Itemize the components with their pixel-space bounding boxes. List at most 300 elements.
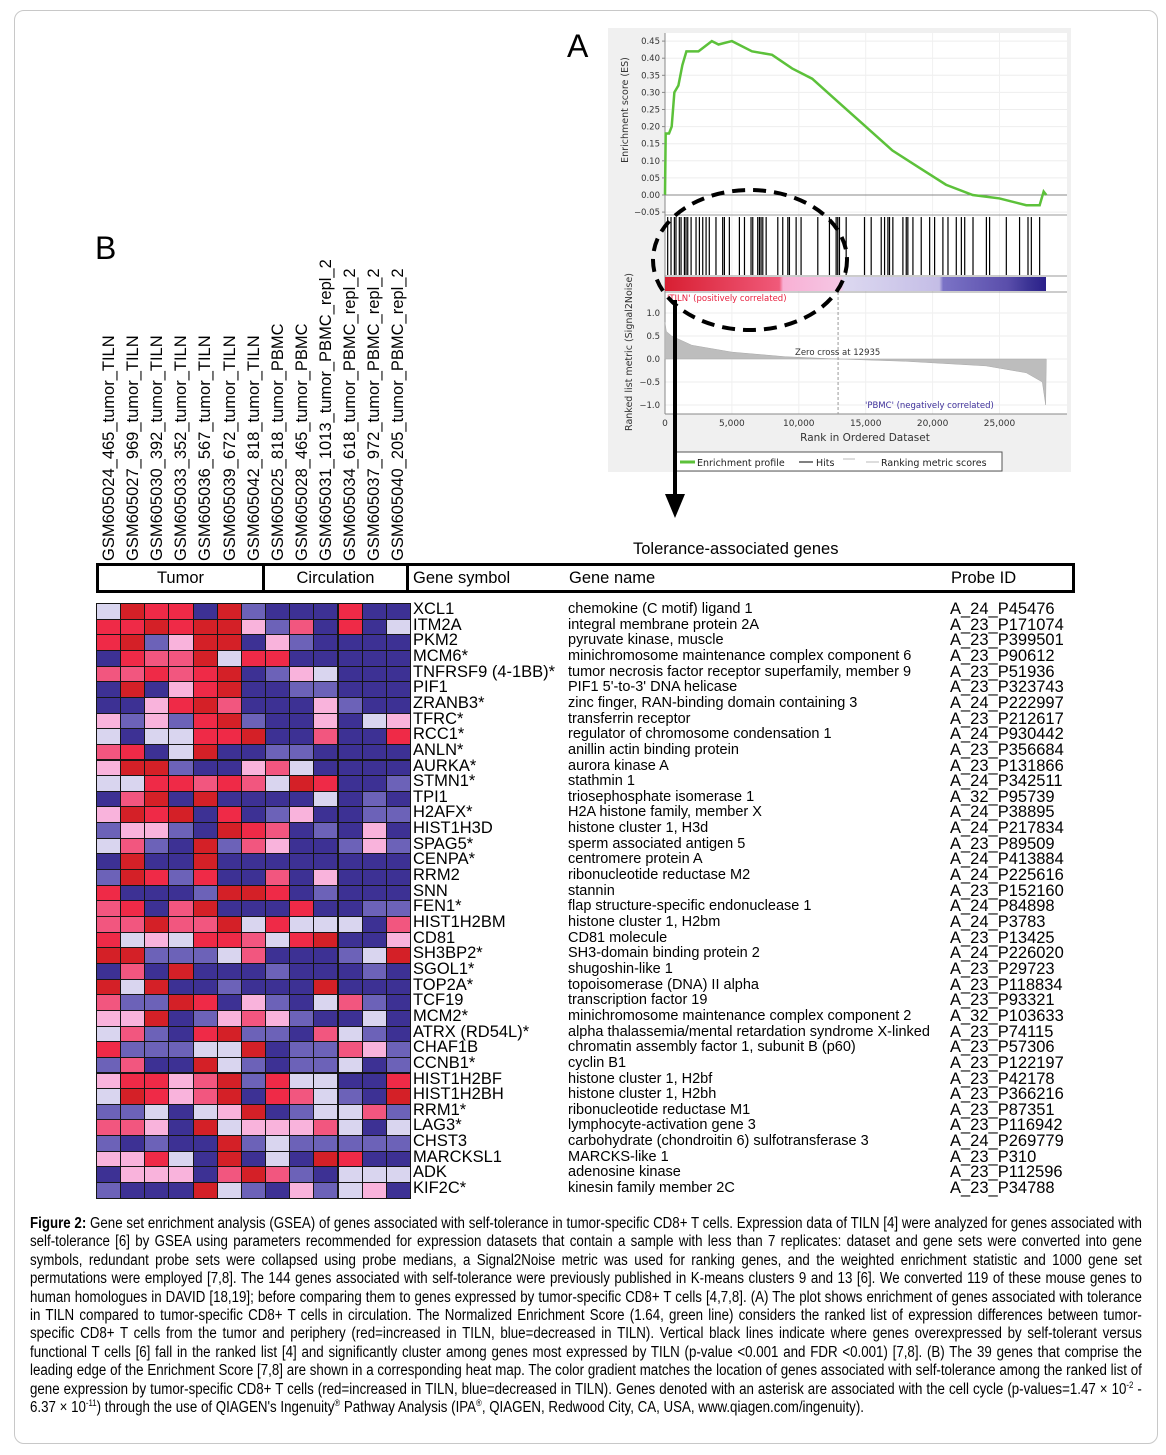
heatmap-cell bbox=[144, 1104, 169, 1121]
gene-symbol: TOP2A* bbox=[413, 975, 474, 994]
heatmap-cell bbox=[386, 634, 411, 651]
heatmap-cell bbox=[289, 650, 314, 667]
heatmap-cell bbox=[193, 1073, 218, 1090]
heatmap-cell bbox=[120, 900, 145, 917]
heatmap-cell bbox=[362, 760, 387, 777]
heatmap-cell bbox=[168, 713, 193, 730]
heatmap-cell bbox=[289, 1010, 314, 1027]
heatmap-cell bbox=[338, 900, 363, 917]
heatmap-cell bbox=[289, 1151, 314, 1168]
heatmap-cell bbox=[338, 963, 363, 980]
heatmap-cell bbox=[289, 994, 314, 1011]
heatmap-cell bbox=[96, 1119, 121, 1136]
heatmap-cell bbox=[168, 728, 193, 745]
heatmap-cell bbox=[313, 775, 338, 792]
heatmap-cell bbox=[217, 1166, 242, 1183]
negative-correlation-label: 'PBMC' (negatively correlated) bbox=[865, 401, 994, 411]
heatmap-cell bbox=[265, 947, 290, 964]
heatmap-cell bbox=[265, 1119, 290, 1136]
heatmap-cell bbox=[338, 822, 363, 839]
caption-text: - 6.37 × 10 bbox=[30, 1380, 1142, 1417]
heatmap-cell bbox=[144, 713, 169, 730]
caption-text: Gene set enrichment analysis (GSEA) of genes associated with self-tolerance in tumor-specific CD8+ T cells. Expression data of TILN [4] were analyzed for genes associated with self-tolerance [6] by GSEA using parameters recommended for expression datasets that contain a sample with less than 7 replicates: dataset and gene sets were converted into gene symbols, redundant probe sets were collapsed using probe medians, a Signal2Noise metric was used for ranking genes, and the weighted enrichment statistic and 1000 gene set permutations were employed [7,8]. The 144 genes associated with self-tolerance were previously published in K-means clusters 9 and 13 [6]. We converted 119 of these mouse genes to human homologues in DAVID [18,19]; before comparing them to genes expressed by tumor-specific CD8+ T cells [4,7,8]. (A) The plot shows enrichment of genes associated with tolerance in TILN compared to tumor-specific CD8+ T cells in circulation. The Normalized Enrichment Score (1.64, green line) considers the ranked list of expression differences between tumor-specific CD8+ T cells from the tumor and periphery (red=increased in TILN, blue=decreased in TILN). Vertical black lines indicate where genes overexpressed by self-tolerant versus functional T cells [6] fall in the ranked list [4] and significantly cluster among genes most expressed by TILN (p-value <0.001 and FDR <0.001) [7,8]. (B) The 39 genes that comprise the leading edge of the Enrichment Score [7,8] are shown in a corresponding heat map. The color gradient matches the location of genes associated with self-tolerance among the ranked list of gene expression by tumor-specific CD8+ T cells (red=increased in TILN, blue=decreased in TILN). Genes denoted with an asterisk are associated with the cell cycle (p-values=1.47 × 10 bbox=[30, 1215, 1142, 1398]
heatmap-cell bbox=[217, 963, 242, 980]
es-tick-label: 0.20 bbox=[641, 122, 660, 133]
heatmap-cell bbox=[338, 791, 363, 808]
caption-text: ) through the use of QIAGEN's Ingenuity bbox=[96, 1399, 335, 1417]
heatmap-cell bbox=[289, 916, 314, 933]
gene-name: H2A histone family, member X bbox=[568, 804, 762, 821]
probe-id: A_23_P171074 bbox=[950, 615, 1064, 634]
gene-symbol: SPAG5* bbox=[413, 834, 474, 853]
x-axis-label: Rank in Ordered Dataset bbox=[800, 432, 930, 444]
heatmap-cell bbox=[241, 1135, 266, 1152]
heatmap-cell bbox=[120, 869, 145, 886]
heatmap-cell bbox=[217, 775, 242, 792]
heatmap-cell bbox=[265, 1010, 290, 1027]
heatmap-cell bbox=[289, 1026, 314, 1043]
heatmap-cell bbox=[265, 666, 290, 683]
heatmap-cell bbox=[241, 1041, 266, 1058]
metric-tick-label: 0.0 bbox=[646, 355, 660, 365]
probe-id: A_24_P225616 bbox=[950, 866, 1064, 885]
probe-id: A_23_P51936 bbox=[950, 662, 1055, 681]
heatmap-cell bbox=[168, 666, 193, 683]
heatmap-cell bbox=[338, 1151, 363, 1168]
heatmap-cell bbox=[313, 791, 338, 808]
x-tick-label: 10,000 bbox=[783, 419, 815, 429]
heatmap-cell bbox=[386, 838, 411, 855]
heatmap-cell bbox=[144, 697, 169, 714]
gene-name: flap structure-specific endonuclease 1 bbox=[568, 898, 812, 915]
gene-symbol: CHST3 bbox=[413, 1132, 468, 1151]
x-tick-label: 25,000 bbox=[983, 419, 1016, 429]
gene-name: aurora kinase A bbox=[568, 757, 669, 774]
gene-name: histone cluster 1, H2bf bbox=[568, 1070, 713, 1087]
heatmap-cell bbox=[265, 603, 290, 620]
heatmap-cell bbox=[338, 1026, 363, 1043]
gene-symbol: SGOL1* bbox=[413, 959, 475, 978]
heatmap-cell bbox=[265, 634, 290, 651]
es-tick-label: 0.10 bbox=[641, 156, 660, 167]
heatmap-cell bbox=[120, 1088, 145, 1105]
heatmap-cell bbox=[313, 822, 338, 839]
heatmap-cell bbox=[120, 697, 145, 714]
heatmap-cell bbox=[362, 838, 387, 855]
caption-text: Pathway Analysis (IPA bbox=[340, 1399, 477, 1417]
gene-name: carbohydrate (chondroitin 6) sulfotransferase 3 bbox=[568, 1133, 869, 1150]
heatmap-cell bbox=[386, 1041, 411, 1058]
heatmap-cell bbox=[120, 838, 145, 855]
heatmap-cell bbox=[144, 916, 169, 933]
heatmap-cell bbox=[241, 900, 266, 917]
heatmap-cell bbox=[289, 1088, 314, 1105]
probe-id: A_24_P226020 bbox=[950, 944, 1064, 963]
heatmap-cell bbox=[313, 666, 338, 683]
heatmap-cell bbox=[386, 603, 411, 620]
gene-symbol: HIST1H3D bbox=[413, 819, 493, 838]
heatmap-cell bbox=[386, 1104, 411, 1121]
heatmap-cell bbox=[96, 791, 121, 808]
heatmap-cell bbox=[217, 900, 242, 917]
heatmap-cell bbox=[168, 806, 193, 823]
heatmap-cell bbox=[120, 744, 145, 761]
gene-symbol: SNN bbox=[413, 881, 448, 900]
gene-symbol: ZRANB3* bbox=[413, 693, 485, 712]
heatmap-cell bbox=[96, 916, 121, 933]
ranked-list-colorbar bbox=[665, 277, 1046, 291]
heatmap-cell bbox=[193, 744, 218, 761]
gene-name: histone cluster 1, H2bm bbox=[568, 914, 721, 930]
heatmap-cell bbox=[313, 634, 338, 651]
heatmap-cell bbox=[386, 979, 411, 996]
metric-tick-label: 0.5 bbox=[646, 332, 660, 342]
caption-sup: ® bbox=[476, 1397, 482, 1408]
heatmap-cell bbox=[289, 681, 314, 698]
heatmap-cell bbox=[241, 634, 266, 651]
heatmap-cell bbox=[193, 650, 218, 667]
heatmap-cell bbox=[265, 650, 290, 667]
heatmap-cell bbox=[338, 634, 363, 651]
gene-symbol: RRM1* bbox=[413, 1100, 467, 1119]
heatmap-cell bbox=[144, 838, 169, 855]
heatmap-cell bbox=[120, 963, 145, 980]
heatmap-cell bbox=[193, 1057, 218, 1074]
heatmap-cell bbox=[144, 900, 169, 917]
heatmap-cell bbox=[120, 1010, 145, 1027]
heatmap-cell bbox=[144, 822, 169, 839]
heatmap-column-label: GSM605030_392_tumor_TILN bbox=[148, 335, 167, 561]
heatmap-cell bbox=[217, 822, 242, 839]
probe-id: A_24_P413884 bbox=[950, 850, 1064, 869]
heatmap-cell bbox=[265, 1151, 290, 1168]
heatmap-column-label: GSM605040_205_tumor_PBMC_repl_2 bbox=[389, 268, 408, 561]
heatmap-cell bbox=[289, 900, 314, 917]
heatmap-cell bbox=[168, 650, 193, 667]
heatmap-cell bbox=[313, 713, 338, 730]
heatmap-cell bbox=[241, 1088, 266, 1105]
heatmap-cell bbox=[313, 1182, 338, 1199]
heatmap-cell bbox=[217, 869, 242, 886]
heatmap-cell bbox=[193, 916, 218, 933]
gene-symbol: SH3BP2* bbox=[413, 944, 483, 963]
heatmap-cell bbox=[144, 1135, 169, 1152]
heatmap-cell bbox=[217, 744, 242, 761]
heatmap-cell bbox=[193, 728, 218, 745]
heatmap-cell bbox=[362, 1135, 387, 1152]
heatmap-cell bbox=[168, 1088, 193, 1105]
heatmap-cell bbox=[362, 994, 387, 1011]
probe-id: A_23_P310 bbox=[950, 1147, 1037, 1166]
probe-id: A_23_P118834 bbox=[950, 975, 1063, 994]
heatmap-cell bbox=[120, 979, 145, 996]
heatmap-cell bbox=[144, 806, 169, 823]
gene-symbol: PIF1 bbox=[413, 678, 448, 697]
heatmap-cell bbox=[241, 853, 266, 870]
heatmap-cell bbox=[217, 1088, 242, 1105]
heatmap-cell bbox=[120, 775, 145, 792]
heatmap-cell bbox=[338, 979, 363, 996]
gene-symbol: TCF19 bbox=[413, 991, 464, 1010]
heatmap-cell bbox=[265, 994, 290, 1011]
heatmap-cell bbox=[289, 697, 314, 714]
heatmap-cell bbox=[313, 1041, 338, 1058]
heatmap-cell bbox=[338, 697, 363, 714]
gene-name: stannin bbox=[568, 882, 615, 899]
heatmap-cell bbox=[338, 994, 363, 1011]
heatmap-cell bbox=[120, 791, 145, 808]
caption-sup: -11 bbox=[85, 1397, 97, 1408]
heatmap-cell bbox=[217, 806, 242, 823]
heatmap-cell bbox=[386, 697, 411, 714]
heatmap-cell bbox=[120, 853, 145, 870]
heatmap-cell bbox=[241, 1026, 266, 1043]
heatmap-cell bbox=[241, 838, 266, 855]
heatmap-cell bbox=[386, 853, 411, 870]
es-tick-label: −0.05 bbox=[633, 208, 660, 219]
heatmap-cell bbox=[144, 681, 169, 698]
heatmap-cell bbox=[362, 932, 387, 949]
heatmap-cell bbox=[241, 869, 266, 886]
heatmap-cell bbox=[386, 775, 411, 792]
es-tick-label: 0.05 bbox=[641, 173, 660, 184]
heatmap-cell bbox=[338, 853, 363, 870]
heatmap-cell bbox=[120, 603, 145, 620]
gene-name: triosephosphate isomerase 1 bbox=[568, 788, 755, 805]
heatmap-cell bbox=[96, 1010, 121, 1027]
gene-name: stathmin 1 bbox=[568, 773, 635, 790]
heatmap-cell bbox=[144, 634, 169, 651]
heatmap-cell bbox=[96, 666, 121, 683]
probe-id: A_24_P217834 bbox=[950, 819, 1064, 838]
heatmap-cell bbox=[289, 1119, 314, 1136]
heatmap-cell bbox=[386, 869, 411, 886]
heatmap-cell bbox=[386, 947, 411, 964]
heatmap-cell bbox=[120, 1119, 145, 1136]
heatmap-cell bbox=[120, 916, 145, 933]
heatmap-cell bbox=[289, 713, 314, 730]
heatmap-cell bbox=[168, 932, 193, 949]
gene-symbol: XCL1 bbox=[413, 600, 455, 618]
heatmap-cell bbox=[96, 853, 121, 870]
probe-id: A_23_P131866 bbox=[950, 756, 1064, 775]
heatmap-cell bbox=[96, 1151, 121, 1168]
heatmap-cell bbox=[217, 760, 242, 777]
heatmap-cell bbox=[217, 1073, 242, 1090]
heatmap-cell bbox=[193, 1182, 218, 1199]
heatmap-cell bbox=[338, 666, 363, 683]
heatmap-cell bbox=[120, 1026, 145, 1043]
heatmap-cell bbox=[313, 1135, 338, 1152]
heatmap-column-label: GSM605031_1013_tumor_PBMC_repl_2 bbox=[316, 259, 335, 561]
heatmap-cell bbox=[265, 822, 290, 839]
heatmap-cell bbox=[96, 900, 121, 917]
gene-symbol: RCC1* bbox=[413, 725, 465, 744]
heatmap-cell bbox=[168, 1182, 193, 1199]
heatmap-cell bbox=[96, 1135, 121, 1152]
heatmap-column-label: GSM605037_972_tumor_PBMC_repl_2 bbox=[365, 268, 384, 561]
heatmap-cell bbox=[193, 760, 218, 777]
heatmap-cell bbox=[362, 1119, 387, 1136]
gene-symbol: ANLN* bbox=[413, 740, 464, 759]
heatmap-cell bbox=[289, 932, 314, 949]
heatmap-cell bbox=[362, 869, 387, 886]
probe-id: A_24_P342511 bbox=[950, 772, 1063, 791]
heatmap-cell bbox=[241, 947, 266, 964]
heatmap-cell bbox=[193, 947, 218, 964]
heatmap-cell bbox=[386, 1135, 411, 1152]
heatmap-cell bbox=[289, 760, 314, 777]
heatmap-cell bbox=[313, 728, 338, 745]
heatmap-cell bbox=[386, 1057, 411, 1074]
probe-id: A_23_P112596 bbox=[950, 1163, 1063, 1182]
probe-id: A_23_P89509 bbox=[950, 834, 1055, 853]
heatmap-cell bbox=[96, 1166, 121, 1183]
gene-name: shugoshin-like 1 bbox=[568, 960, 673, 977]
heatmap-cell bbox=[313, 885, 338, 902]
heatmap-cell bbox=[193, 963, 218, 980]
heatmap-cell bbox=[217, 1151, 242, 1168]
heatmap-cell bbox=[168, 994, 193, 1011]
heatmap-cell bbox=[362, 1151, 387, 1168]
heatmap-cell bbox=[289, 979, 314, 996]
heatmap-cell bbox=[144, 979, 169, 996]
heatmap-cell bbox=[362, 1182, 387, 1199]
heatmap-cell bbox=[313, 900, 338, 917]
heatmap-cell bbox=[144, 1026, 169, 1043]
heatmap-cell bbox=[386, 916, 411, 933]
heatmap-cell bbox=[217, 1026, 242, 1043]
heatmap-cell bbox=[96, 822, 121, 839]
probe-id: A_23_P29723 bbox=[950, 959, 1055, 978]
heatmap-cell bbox=[289, 744, 314, 761]
heatmap-cell bbox=[241, 806, 266, 823]
heatmap-cell bbox=[120, 1057, 145, 1074]
gene-symbol: RRM2 bbox=[413, 866, 460, 885]
probe-id: A_24_P38895 bbox=[950, 803, 1055, 822]
heatmap-column-label: GSM605042_818_tumor_TILN bbox=[244, 335, 263, 561]
gene-name: adenosine kinase bbox=[568, 1164, 681, 1181]
heatmap-cell bbox=[313, 838, 338, 855]
heatmap-cell bbox=[265, 853, 290, 870]
gene-symbol: HIST1H2BM bbox=[413, 913, 506, 931]
heatmap-cell bbox=[193, 838, 218, 855]
heatmap-cell bbox=[338, 916, 363, 933]
probe-id: A_24_P222997 bbox=[950, 693, 1064, 712]
es-axis-label: Enrichment score (ES) bbox=[620, 57, 631, 163]
heatmap-cell bbox=[362, 885, 387, 902]
probe-id: A_23_P122197 bbox=[950, 1053, 1064, 1072]
heatmap-cell bbox=[265, 681, 290, 698]
heatmap-cell bbox=[168, 1104, 193, 1121]
heatmap-cell bbox=[193, 666, 218, 683]
heatmap-cell bbox=[217, 697, 242, 714]
heatmap-cell bbox=[168, 1073, 193, 1090]
heatmap-cell bbox=[338, 681, 363, 698]
heatmap-cell bbox=[386, 728, 411, 745]
heatmap-cell bbox=[217, 728, 242, 745]
heatmap-cell bbox=[217, 1104, 242, 1121]
heatmap-cell bbox=[362, 1166, 387, 1183]
heatmap-cell bbox=[313, 853, 338, 870]
caption-text: , QIAGEN, Redwood City, CA, USA, www.qiagen.com/ingenuity). bbox=[481, 1399, 864, 1417]
heatmap-cell bbox=[168, 1041, 193, 1058]
heatmap-cell bbox=[241, 1166, 266, 1183]
heatmap-cell bbox=[362, 963, 387, 980]
heatmap-cell bbox=[193, 806, 218, 823]
probe-id: A_24_P45476 bbox=[950, 600, 1055, 618]
heatmap-cell bbox=[96, 775, 121, 792]
heatmap-cell bbox=[386, 994, 411, 1011]
heatmap-cell bbox=[168, 791, 193, 808]
heatmap-cell bbox=[168, 963, 193, 980]
heatmap-cell bbox=[193, 932, 218, 949]
probe-id: A_23_P34788 bbox=[950, 1179, 1055, 1198]
heatmap-cell bbox=[338, 744, 363, 761]
heatmap-cell bbox=[168, 979, 193, 996]
heatmap-cell bbox=[193, 791, 218, 808]
heatmap-cell bbox=[241, 963, 266, 980]
heatmap-cell bbox=[362, 728, 387, 745]
heatmap-cell bbox=[362, 1041, 387, 1058]
heatmap-cell bbox=[217, 603, 242, 620]
panel-a-letter: A bbox=[567, 28, 589, 64]
positive-correlation-label: 'TILN' (positively correlated) bbox=[667, 294, 787, 304]
heatmap-cell bbox=[313, 947, 338, 964]
es-tick-label: 0.40 bbox=[641, 54, 660, 65]
heatmap-cell bbox=[193, 603, 218, 620]
heatmap-cell bbox=[144, 1151, 169, 1168]
heatmap-cell bbox=[217, 994, 242, 1011]
heatmap-cell bbox=[241, 1010, 266, 1027]
gene-table-header bbox=[406, 563, 1075, 593]
heatmap-cell bbox=[193, 1026, 218, 1043]
heatmap-cell bbox=[338, 1182, 363, 1199]
heatmap-cell bbox=[362, 916, 387, 933]
heatmap-cell bbox=[289, 822, 314, 839]
table-title: Tolerance-associated genes bbox=[633, 540, 839, 558]
heatmap-cell bbox=[96, 963, 121, 980]
heatmap-cell bbox=[265, 932, 290, 949]
heatmap-cell bbox=[144, 650, 169, 667]
header-probe-id: Probe ID bbox=[951, 569, 1017, 587]
heatmap-cell bbox=[313, 697, 338, 714]
heatmap-cell bbox=[120, 1182, 145, 1199]
heatmap-cell bbox=[168, 634, 193, 651]
heatmap-cell bbox=[193, 1151, 218, 1168]
legend-hits-label: Hits bbox=[816, 458, 835, 469]
heatmap-cell bbox=[168, 1166, 193, 1183]
heatmap-cell bbox=[265, 1041, 290, 1058]
heatmap-cell bbox=[241, 1057, 266, 1074]
probe-id: A_32_P95739 bbox=[950, 787, 1055, 806]
gene-symbol: HIST1H2BF bbox=[413, 1069, 502, 1088]
gene-name: tumor necrosis factor receptor superfamily, member 9 bbox=[568, 663, 912, 680]
heatmap-cell bbox=[168, 760, 193, 777]
heatmap-cell bbox=[386, 650, 411, 667]
heatmap-cell bbox=[193, 775, 218, 792]
heatmap-cell bbox=[144, 1166, 169, 1183]
heatmap-cell bbox=[362, 619, 387, 636]
heatmap-cell bbox=[265, 1182, 290, 1199]
heatmap-cell bbox=[313, 963, 338, 980]
heatmap-cell bbox=[338, 1088, 363, 1105]
heatmap-cell bbox=[217, 1041, 242, 1058]
heatmap-cell bbox=[168, 916, 193, 933]
probe-id: A_24_P930442 bbox=[950, 725, 1064, 744]
heatmap-cell bbox=[193, 1010, 218, 1027]
probe-id: A_24_P84898 bbox=[950, 897, 1055, 916]
